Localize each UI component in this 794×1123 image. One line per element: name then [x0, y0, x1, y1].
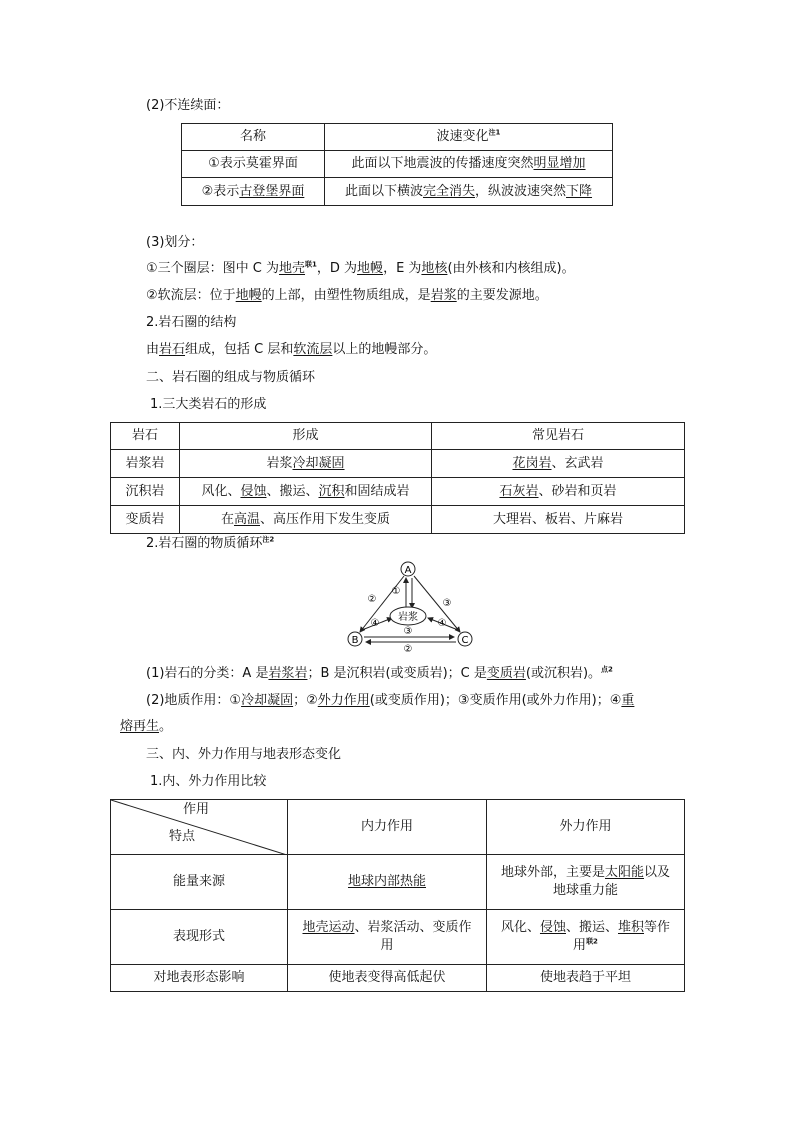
rock-cycle-title: 2.岩石圈的物质循环$^{注2}$	[146, 535, 275, 551]
lithosphere-structure-title: 2.岩石圈的结构	[146, 315, 237, 330]
energy-source-cell: 能量来源	[111, 855, 288, 910]
th-internal-force: 内力作用	[288, 800, 487, 855]
note-marker: 联1	[305, 260, 317, 269]
external-effect-cell: 使地表趋于平坦	[487, 965, 685, 992]
discontinuity-table	[181, 123, 613, 206]
th-formation: 形成	[180, 423, 432, 450]
node-b-label: B	[351, 635, 359, 646]
note-marker: 点2	[601, 665, 613, 674]
corner-header-cell	[111, 800, 288, 855]
moho-cell: ①表示莫霍界面	[182, 151, 325, 178]
lithosphere-structure-text: 由岩石组成，包括 C 层和软流层以上的地幔部分。	[146, 342, 437, 357]
marker-2-bottom: ②	[403, 644, 413, 652]
rock-formation-subtitle: 1.三大类岩石的形成	[150, 397, 267, 412]
igneous-cell: 岩浆岩	[111, 450, 180, 478]
marker-1: ①	[391, 586, 401, 597]
section-two-title: 二、岩石圈的组成与物质循环	[146, 370, 316, 385]
marker-4-left: ④	[370, 618, 380, 629]
section-discontinuity-heading: (2)不连续面：	[146, 98, 230, 113]
geological-processes-line-cont: 熔再生。	[120, 719, 173, 734]
geological-processes-line: (2)地质作用：①冷却凝固；②外力作用(或变质作用)；③变质作用(或外力作用)；④重	[146, 693, 635, 708]
note-marker: 联2	[586, 937, 598, 946]
landform-effect-cell: 对地表形态影响	[111, 965, 288, 992]
force-comparison-table	[110, 799, 685, 992]
force-comparison-subtitle: 1.内、外力作用比较	[150, 774, 267, 789]
sedimentary-cell: 沉积岩	[111, 478, 180, 506]
section-division-heading: (3)划分：	[146, 235, 204, 250]
asthenosphere-line: ②软流层：位于地幔的上部，由塑性物质组成，是岩浆的主要发源地。	[146, 288, 548, 303]
rock-types-table	[110, 422, 685, 534]
marker-3-bottom: ③	[403, 626, 413, 637]
internal-energy-cell: 地球内部热能	[288, 855, 487, 910]
node-c-label: C	[461, 635, 469, 646]
gutenberg-change-cell: 此面以下横波完全消失，纵波波速突然下降	[325, 178, 613, 206]
three-spheres-line: ①三个圈层：图中 C 为地壳$^{联1}$，D 为地幔，E 为地核(由外核和内核组成)。	[146, 260, 575, 276]
metamorphic-formation-cell: 在高温、高压作用下发生变质	[180, 506, 432, 534]
magma-label: 岩浆	[398, 612, 418, 623]
rock-cycle-diagram	[344, 560, 476, 652]
metamorphic-cell: 变质岩	[111, 506, 180, 534]
section-three-title: 三、内、外力作用与地表形态变化	[146, 747, 342, 762]
igneous-examples-cell: 花岗岩、玄武岩	[432, 450, 685, 478]
manifestation-cell: 表现形式	[111, 910, 288, 965]
sedimentary-examples-cell: 石灰岩、砂岩和页岩	[432, 478, 685, 506]
internal-effect-cell: 使地表变得高低起伏	[288, 965, 487, 992]
corner-header-top: 作用	[183, 802, 210, 817]
th-external-force: 外力作用	[487, 800, 685, 855]
metamorphic-examples-cell: 大理岩、板岩、片麻岩	[432, 506, 685, 534]
note-marker: 注2	[262, 535, 275, 544]
note-marker: 注1	[488, 128, 501, 137]
external-energy-cell: 地球外部，主要是太阳能以及 地球重力能	[487, 855, 685, 910]
node-a-label: A	[404, 565, 412, 576]
th-wave-change: 波速变化$^{注1}$	[325, 124, 613, 151]
gutenberg-cell: ②表示古登堡界面	[182, 178, 325, 206]
internal-manifestation-cell: 地壳运动、岩浆活动、变质作 用	[288, 910, 487, 965]
th-common-rocks: 常见岩石	[432, 423, 685, 450]
th-name: 名称	[182, 124, 325, 151]
th-rock: 岩石	[111, 423, 180, 450]
marker-2-left: ②	[367, 594, 377, 605]
marker-3-right: ③	[442, 598, 452, 609]
moho-change-cell: 此面以下地震波的传播速度突然明显增加	[325, 151, 613, 178]
rock-classification-line: (1)岩石的分类：A 是岩浆岩；B 是沉积岩(或变质岩)；C 是变质岩(或沉积岩)。$^{点2}$	[146, 665, 613, 681]
external-manifestation-cell: 风化、侵蚀、搬运、堆积等作 用$^{联2}$	[487, 910, 685, 965]
sedimentary-formation-cell: 风化、侵蚀、搬运、沉积和固结成岩	[180, 478, 432, 506]
corner-header-bottom: 特点	[169, 829, 196, 844]
igneous-formation-cell: 岩浆冷却凝固	[180, 450, 432, 478]
marker-4-right: ④	[437, 618, 447, 629]
